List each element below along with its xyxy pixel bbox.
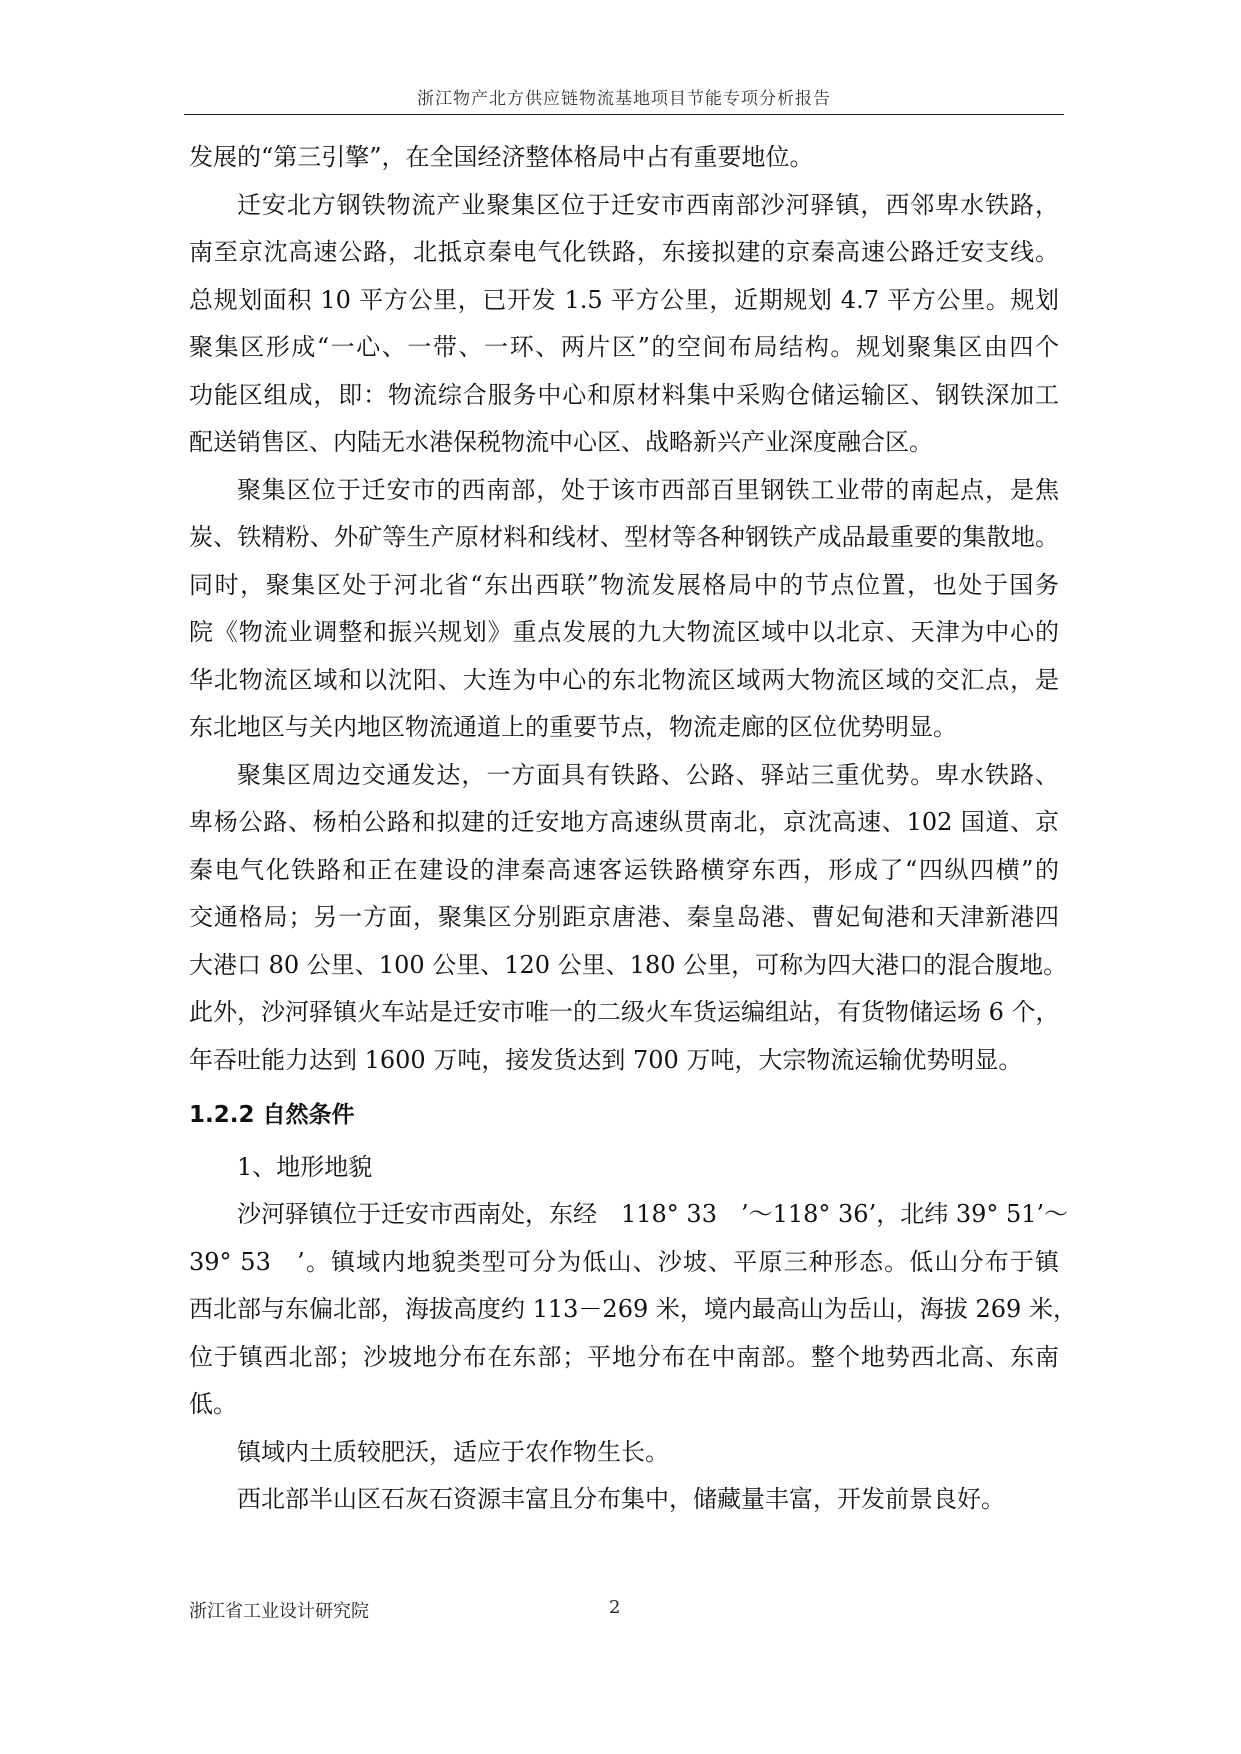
page-header-title: 浙江物产北方供应链物流基地项目节能专项分析报告 — [417, 89, 831, 109]
subsection-heading: 1、地形地貌 — [237, 1152, 373, 1181]
section-heading: 1.2.2 自然条件 — [189, 1102, 355, 1128]
paragraph-line: 炭、铁精粉、外矿等生产原材料和线材、型材等各种钢铁产成品最重要的集散地。 — [189, 523, 1059, 551]
paragraph-line: 迁安北方钢铁物流产业聚集区位于迁安市西南部沙河驿镇，西邻卑水铁路， — [237, 190, 1059, 219]
paragraph-line: 聚集区位于迁安市的西南部，处于该市西部百里钢铁工业带的南起点，是焦 — [237, 475, 1059, 504]
header-divider — [184, 114, 1064, 115]
document-body — [189, 134, 1077, 1524]
paragraph-line: 交通格局；另一方面，聚集区分别距京唐港、秦皇岛港、曹妃甸港和天津新港四 — [189, 903, 1059, 931]
paragraph-line: 镇域内土质较肥沃，适应于农作物生长。 — [237, 1437, 669, 1466]
paragraph-line: 秦电气化铁路和正在建设的津秦高速客运铁路横穿东西，形成了“四纵四横”的 — [189, 855, 1059, 884]
paragraph-line: 位于镇西北部；沙坡地分布在东部；平地分布在中南部。整个地势西北高、东南 — [189, 1342, 1059, 1371]
paragraph-line: 同时，聚集区处于河北省“东出西联”物流发展格局中的节点位置，也处于国务 — [189, 570, 1059, 599]
paragraph-line: 总规划面积 10 平方公里，已开发 1.5 平方公里，近期规划 4.7 平方公里。规划 — [189, 285, 1059, 314]
paragraph-line: 院《物流业调整和振兴规划》重点发展的九大物流区域中以北京、天津为中心的 — [189, 618, 1059, 646]
paragraph-line: 此外，沙河驿镇火车站是迁安市唯一的二级火车货运编组站，有货物储运场 6 个， — [189, 998, 1060, 1026]
paragraph-line: 西北部与东偏北部，海拔高度约 113－269 米，境内最高山为岳山，海拔 269 米， — [189, 1295, 1077, 1323]
footer-organization: 浙江省工业设计研究院 — [189, 1601, 369, 1622]
paragraph-line: 发展的“第三引擎”，在全国经济整体格局中占有重要地位。 — [189, 143, 814, 171]
paragraph-line: 配送销售区、内陆无水港保税物流中心区、战略新兴产业深度融合区。 — [189, 428, 933, 456]
paragraph-line: 卑杨公路、杨柏公路和拟建的迁安地方高速纵贯南北，京沈高速、102 国道、京 — [189, 808, 1059, 836]
paragraph-line: 功能区组成，即：物流综合服务中心和原材料集中采购仓储运输区、钢铁深加工 — [189, 380, 1059, 409]
paragraph-line: 低。 — [189, 1390, 237, 1418]
paragraph-line: 沙河驿镇位于迁安市西南处，东经 118° 33 ’～118° 36’，北纬 39° 51’～ — [237, 1200, 1069, 1228]
paragraph-line: 年吞吐能力达到 1600 万吨，接发货达到 700 万吨，大宗物流运输优势明显。 — [189, 1045, 1023, 1074]
paragraph-line: 39° 53 ’。镇域内地貌类型可分为低山、沙坡、平原三种形态。低山分布于镇 — [189, 1247, 1059, 1276]
paragraph-line: 华北物流区域和以沈阳、大连为中心的东北物流区域两大物流区域的交汇点，是 — [189, 665, 1059, 694]
paragraph-line: 聚集区周边交通发达，一方面具有铁路、公路、驿站三重优势。卑水铁路、 — [237, 760, 1059, 789]
paragraph-line: 西北部半山区石灰石资源丰富且分布集中，储藏量丰富，开发前景良好。 — [237, 1485, 1005, 1513]
paragraph-line: 聚集区形成“一心、一带、一环、两片区”的空间布局结构。规划聚集区由四个 — [189, 333, 1059, 361]
paragraph-line: 大港口 80 公里、100 公里、120 公里、180 公里，可称为四大港口的混合腹地。 — [189, 950, 1068, 979]
page-number: 2 — [609, 1597, 621, 1618]
paragraph-line: 东北地区与关内地区物流通道上的重要节点，物流走廊的区位优势明显。 — [189, 713, 957, 741]
paragraph-line: 南至京沈高速公路，北抵京秦电气化铁路，东接拟建的京秦高速公路迁安支线。 — [189, 238, 1059, 266]
